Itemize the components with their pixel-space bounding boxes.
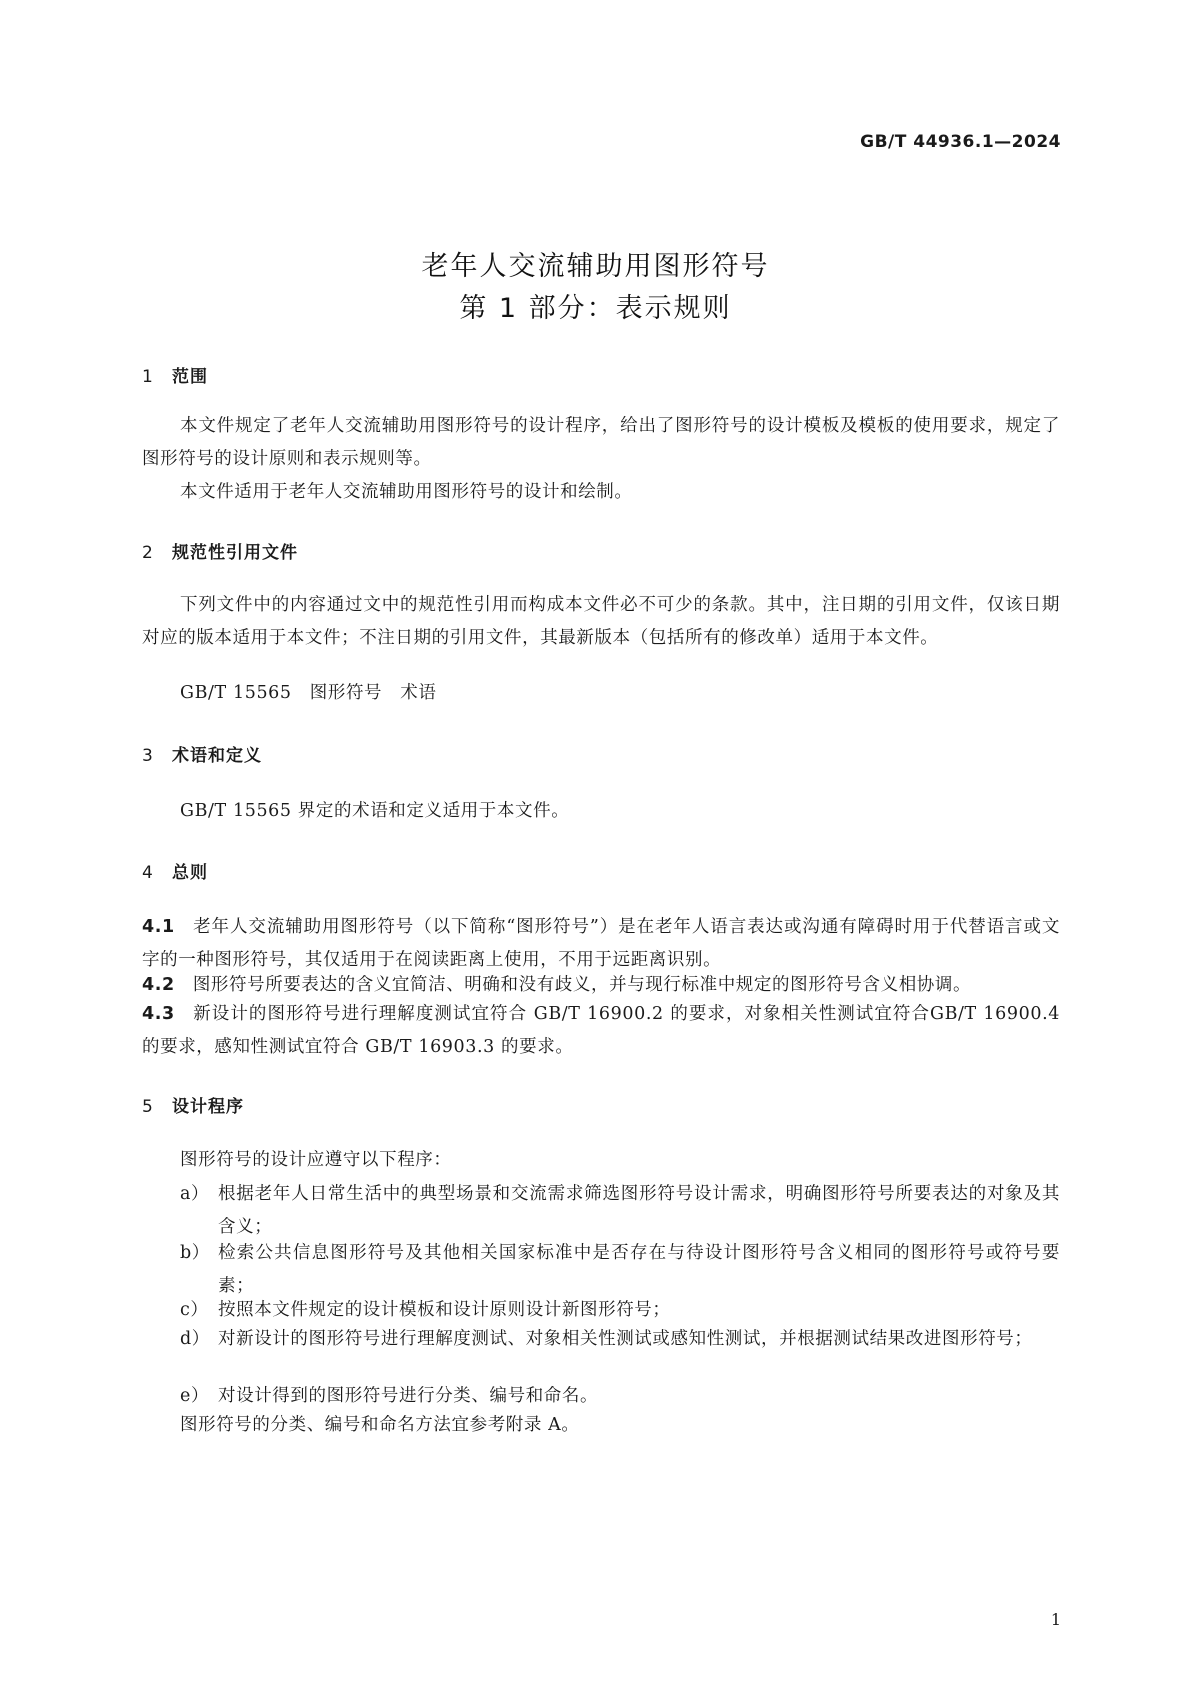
clause-text: 老年人交流辅助用图形符号（以下简称“图形符号”）是在老年人语言表达或沟通有障碍时用于代替语言或文字的一种图形符号，其仅适用于在阅读距离上使用，不用于远距离识别。: [142, 917, 1060, 970]
paragraph: 下列文件中的内容通过文中的规范性引用而构成本文件必不可少的条款。其中，注日期的引用文件，仅该日期对应的版本适用于本文件；不注日期的引用文件，其最新版本（包括所有的修改单）适用于本文件。: [142, 595, 1060, 648]
document-title: 老年人交流辅助用图形符号: [421, 251, 770, 282]
section-number: 1: [142, 367, 154, 387]
list-marker: c）: [180, 1300, 209, 1320]
list-item-text: 对新设计的图形符号进行理解度测试、对象相关性测试或感知性测试，并根据测试结果改进图形符号；: [218, 1329, 1033, 1349]
paragraph: 图形符号的分类、编号和命名方法宜参考附录 A。: [180, 1415, 580, 1435]
list-marker: a）: [180, 1184, 210, 1204]
page-number: 1: [1050, 1610, 1061, 1629]
clause-number: 4.2: [142, 975, 175, 995]
list-marker: b）: [180, 1243, 210, 1263]
list-item: [180, 1323, 1060, 1356]
clause-4-1: [142, 911, 1060, 977]
document-subtitle: 第 1 部分：表示规则: [459, 293, 732, 324]
paragraph: 本文件适用于老年人交流辅助用图形符号的设计和绘制。: [180, 482, 633, 502]
list-item-text: 根据老年人日常生活中的典型场景和交流需求筛选图形符号设计需求，明确图形符号所要表达的对象及其含义；: [218, 1184, 1060, 1237]
reference-entry: GB/T 15565 图形符号 术语: [180, 683, 437, 703]
section-title: 总则: [172, 863, 208, 883]
section-title: 术语和定义: [172, 746, 262, 766]
clause-4-3: [142, 998, 1060, 1064]
clause-number: 4.1: [142, 917, 175, 937]
section-title: 设计程序: [172, 1097, 244, 1117]
list-marker: e）: [180, 1386, 210, 1406]
paragraph: 图形符号的设计应遵守以下程序：: [180, 1150, 452, 1170]
section-title: 范围: [172, 367, 208, 387]
list-item: [180, 1178, 1060, 1244]
section-number: 5: [142, 1097, 154, 1117]
section-number: 3: [142, 746, 154, 766]
section-title: 规范性引用文件: [172, 543, 298, 563]
list-item-text: 检索公共信息图形符号及其他相关国家标准中是否存在与待设计图形符号含义相同的图形符号或符号要素；: [218, 1243, 1060, 1296]
section-heading-general: [142, 858, 208, 883]
clause-text: 图形符号所要表达的含义宜简洁、明确和没有歧义，并与现行标准中规定的图形符号含义相协调。: [192, 975, 972, 995]
paragraph: GB/T 15565 界定的术语和定义适用于本文件。: [180, 801, 570, 821]
paragraph: 本文件规定了老年人交流辅助用图形符号的设计程序，给出了图形符号的设计模板及模板的使用要求，规定了图形符号的设计原则和表示规则等。: [142, 416, 1060, 469]
section-heading-scope: [142, 362, 208, 387]
list-marker: d）: [180, 1329, 210, 1349]
section-heading-terms: [142, 741, 262, 766]
clause-number: 4.3: [142, 1004, 175, 1024]
section-number: 2: [142, 543, 154, 563]
standard-number: GB/T 44936.1—2024: [860, 132, 1061, 152]
list-item-text: 对设计得到的图形符号进行分类、编号和命名。: [218, 1386, 599, 1406]
section-heading-design-procedure: [142, 1092, 244, 1117]
clause-text: 新设计的图形符号进行理解度测试宜符合 GB/T 16900.2 的要求，对象相关性测试宜符合GB/T 16900.4的要求，感知性测试宜符合 GB/T 16903.3 的要求。: [142, 1004, 1060, 1057]
list-item-text: 按照本文件规定的设计模板和设计原则设计新图形符号；: [218, 1300, 671, 1320]
section-number: 4: [142, 863, 154, 883]
section-heading-normative-references: [142, 538, 298, 563]
